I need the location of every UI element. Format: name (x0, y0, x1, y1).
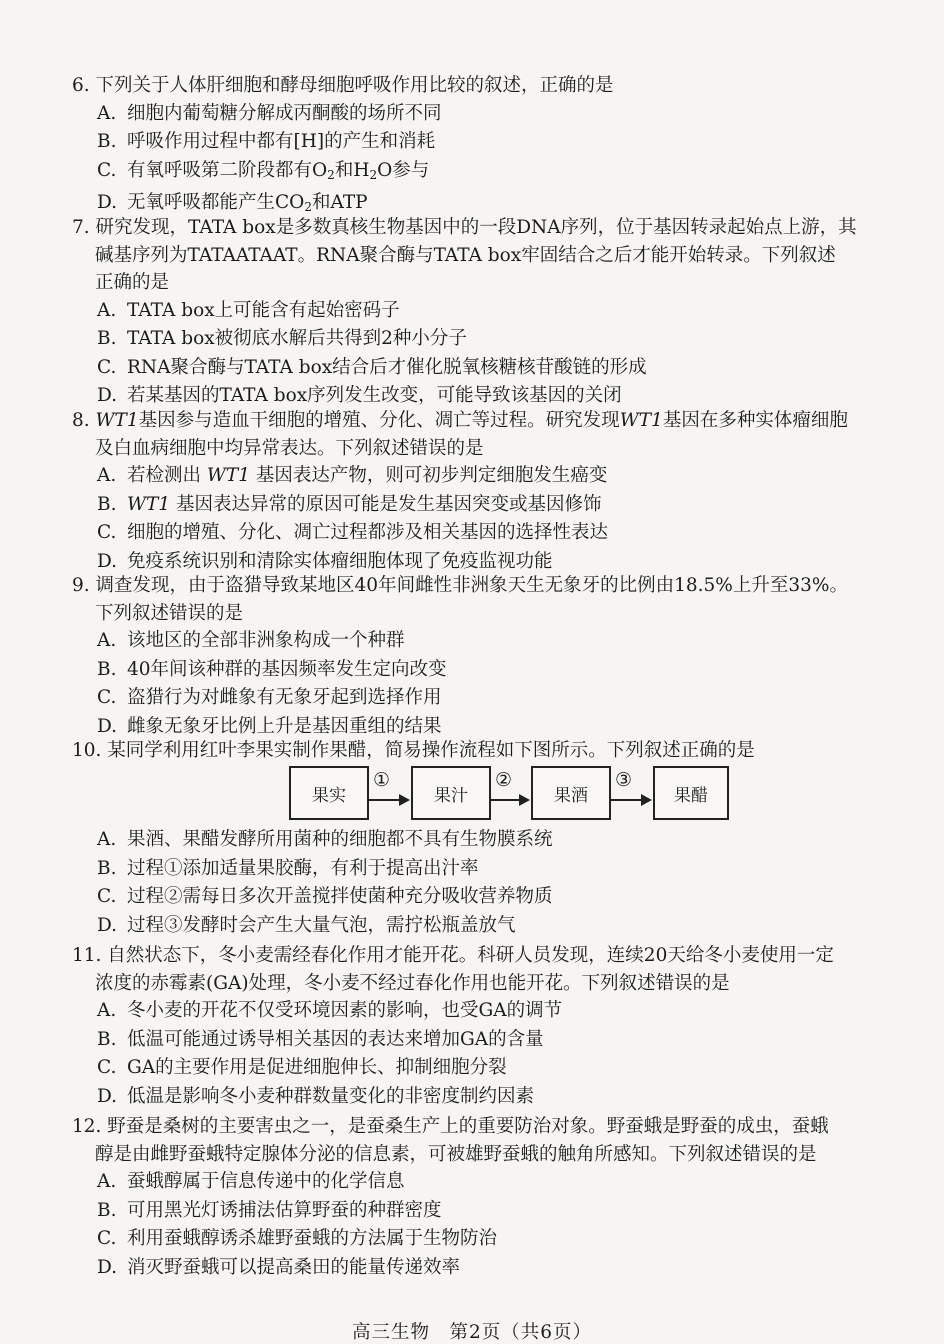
flow-box-juice: 果汁 (411, 766, 491, 820)
option-c: C. 细胞的增殖、分化、凋亡过程都涉及相关基因的选择性表达 (97, 522, 609, 544)
question-stem-cont: 醇是由雌野蚕蛾特定腺体分泌的信息素，可被雄野蚕蛾的触角所感知。下列叙述错误的是 (95, 1143, 817, 1165)
option-b: B. 过程①添加适量果胶酶，有利于提高出汁率 (97, 857, 479, 879)
question-9 (0, 572, 944, 741)
option-a: A. 该地区的全部非洲象构成一个种群 (97, 630, 405, 651)
question-stem: 10. 某同学利用红叶李果实制作果醋，简易操作流程如下图所示。下列叙述正确的是 (72, 740, 755, 761)
question-stem: 12. 野蚕是桑树的主要害虫之一，是蚕桑生产上的重要防治对象。野蚕蛾是野蚕的成虫，蚕蛾 (72, 1116, 829, 1137)
option-b: B. 呼吸作用过程中都有[H]的产生和消耗 (97, 131, 436, 153)
option-b: B. 低温可能通过诱导相关基因的表达来增加GA的含量 (97, 1028, 544, 1050)
option-d: D. 低温是影响冬小麦种群数量变化的非密度制约因素 (97, 1085, 535, 1107)
question-stem: 11. 自然状态下，冬小麦需经春化作用才能开花。科研人员发现，连续20天给冬小麦使用一定 (72, 945, 834, 966)
process-flowchart (0, 766, 944, 826)
option-b: B. WT1 基因表达异常的原因可能是发生基因突变或基因修饰 (97, 493, 602, 515)
flow-box-wine: 果酒 (531, 766, 611, 820)
question-stem-cont: 正确的是 (95, 272, 170, 293)
flow-arrow-3 (611, 766, 653, 820)
question-stem: 8. WT1基因参与造血干细胞的增殖、分化、凋亡等过程。研究发现WT1基因在多种实体瘤细胞 (72, 410, 848, 431)
step-1-label: ① (373, 769, 391, 791)
question-11 (0, 942, 944, 1111)
question-7 (0, 214, 944, 411)
flow-box-vinegar: 果醋 (653, 766, 729, 820)
option-c: C. 盗猎行为对雌象有无象牙起到选择作用 (97, 687, 442, 709)
question-12 (0, 1113, 944, 1282)
question-10 (0, 737, 944, 765)
option-d: D. 无氧呼吸都能产生$CO_2$和ATP (97, 192, 368, 215)
option-c: C. GA的主要作用是促进细胞伸长、抑制细胞分裂 (97, 1057, 507, 1079)
option-c: C. RNA聚合酶与TATA box结合后才催化脱氧核糖核苷酸链的形成 (97, 356, 647, 378)
page-footer: 高三生物 第2页（共6页） (351, 1322, 593, 1343)
option-a: A. 果酒、果醋发酵所用菌种的细胞都不具有生物膜系统 (97, 829, 553, 850)
option-b: B. 40年间该种群的基因频率发生定向改变 (97, 658, 447, 680)
question-6 (0, 72, 944, 222)
question-stem-cont: 下列叙述错误的是 (95, 602, 244, 624)
option-a: A. TATA box上可能含有起始密码子 (97, 299, 400, 321)
option-d: D. 若某基因的TATA box序列发生改变，可能导致该基因的关闭 (97, 385, 622, 407)
question-stem: 6. 下列关于人体肝细胞和酵母细胞呼吸作用比较的叙述，正确的是 (72, 75, 614, 96)
question-stem-cont: 浓度的赤霉素(GA)处理，冬小麦不经过春化作用也能开花。下列叙述错误的是 (95, 972, 730, 994)
step-3-label: ③ (615, 769, 633, 791)
flow-arrow-1 (369, 766, 411, 820)
question-stem-cont: 及白血病细胞中均异常表达。下列叙述错误的是 (95, 437, 484, 459)
option-d: D. 雌象无象牙比例上升是基因重组的结果 (97, 715, 442, 737)
question-stem: 7. 研究发现，TATA box是多数真核生物基因中的一段DNA序列，位于基因转录起始点上游，其 (72, 217, 857, 238)
option-c: C. 有氧呼吸第二阶段都有$O_2$和$H_2O$参与 (97, 159, 430, 182)
flow-box-fruit: 果实 (289, 766, 369, 820)
option-b: B. 可用黑光灯诱捕法估算野蚕的种群密度 (97, 1199, 442, 1221)
option-d: D. 免疫系统识别和清除实体瘤细胞体现了免疫监视功能 (97, 550, 553, 572)
option-a: A. 细胞内葡萄糖分解成丙酮酸的场所不同 (97, 102, 442, 124)
option-c: C. 过程②需每日多次开盖搅拌使菌种充分吸收营养物质 (97, 886, 553, 908)
option-c: C. 利用蚕蛾醇诱杀雄野蚕蛾的方法属于生物防治 (97, 1228, 498, 1250)
flow-arrow-2 (491, 766, 531, 820)
option-a: A. 若检测出 WT1 基因表达产物，则可初步判定细胞发生癌变 (97, 465, 608, 486)
option-a: A. 蚕蛾醇属于信息传递中的化学信息 (97, 1171, 405, 1192)
option-a: A. 冬小麦的开花不仅受环境因素的影响，也受GA的调节 (97, 1000, 563, 1021)
question-stem-cont: 碱基序列为TATAATAAT。RNA聚合酶与TATA box牢固结合之后才能开始转录。下列叙述 (95, 244, 836, 266)
step-2-label: ② (495, 769, 513, 791)
option-b: B. TATA box被彻底水解后共得到2种小分子 (97, 328, 467, 350)
question-8 (0, 407, 944, 576)
option-d: D. 消灭野蚕蛾可以提高桑田的能量传递效率 (97, 1256, 461, 1278)
option-d: D. 过程③发酵时会产生大量气泡，需拧松瓶盖放气 (97, 914, 516, 936)
question-10-options (0, 826, 944, 940)
question-stem: 9. 调查发现，由于盗猎导致某地区40年间雌性非洲象天生无象牙的比例由18.5%上升至33%。 (72, 575, 848, 596)
